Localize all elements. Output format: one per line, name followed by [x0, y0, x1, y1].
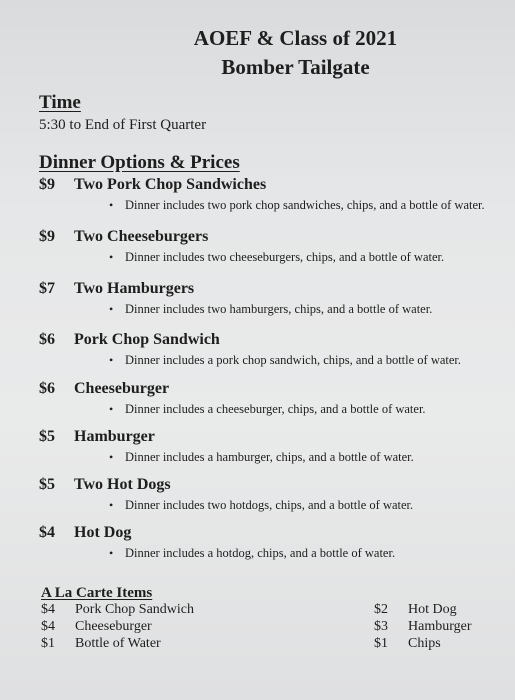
- dinner-price: $7: [39, 280, 55, 297]
- dinner-desc: Dinner includes a hamburger, chips, and a bottle of water.: [125, 450, 414, 464]
- dinner-name: Two Cheeseburgers: [74, 228, 209, 245]
- dinner-name: Cheeseburger: [74, 380, 170, 397]
- bullet-icon: •: [109, 546, 114, 560]
- dinner-desc: Dinner includes a cheeseburger, chips, and a bottle of water.: [125, 402, 426, 416]
- dinner-desc: Dinner includes two hotdogs, chips, and a bottle of water.: [125, 498, 414, 512]
- alacarte-name: Bottle of Water: [75, 636, 161, 651]
- dinner-name: Hamburger: [74, 428, 155, 445]
- alacarte-item: [41, 602, 194, 618]
- alacarte-item: [41, 619, 152, 635]
- bullet-icon: •: [109, 498, 114, 512]
- dinner-desc: Dinner includes two hamburgers, chips, and a bottle of water.: [125, 302, 433, 316]
- dinner-name: Hot Dog: [74, 524, 132, 541]
- alacarte-heading: A La Carte Items: [41, 585, 153, 601]
- dinner-item: [39, 380, 509, 416]
- dinner-item: [39, 280, 509, 316]
- dinner-desc: Dinner includes two pork chop sandwiches, chips, and a bottle of water.: [125, 198, 485, 212]
- dinner-price: $9: [39, 176, 55, 193]
- dinner-item: [39, 228, 509, 264]
- time-heading: Time: [39, 92, 81, 113]
- dinner-item: [39, 331, 509, 367]
- bullet-icon: •: [109, 302, 114, 316]
- dinner-price: $6: [39, 380, 55, 397]
- bullet-icon: •: [109, 450, 114, 464]
- alacarte-price: $4: [41, 619, 55, 634]
- dinner-item: [39, 476, 509, 512]
- bullet-icon: •: [109, 353, 114, 367]
- dinner-price: $5: [39, 476, 55, 493]
- dinner-item: [39, 176, 509, 212]
- dinner-name: Two Hot Dogs: [74, 476, 171, 493]
- flyer-title: AOEF & Class of 2021: [193, 26, 398, 50]
- alacarte-price: $4: [41, 602, 55, 617]
- dinner-name: Two Hamburgers: [74, 280, 195, 297]
- dinner-desc: Dinner includes two cheeseburgers, chips, and a bottle of water.: [125, 250, 445, 264]
- dinner-desc: Dinner includes a pork chop sandwich, chips, and a bottle of water.: [125, 353, 462, 367]
- dinner-price: $6: [39, 331, 55, 348]
- bullet-icon: •: [109, 198, 114, 212]
- bullet-icon: •: [109, 402, 114, 416]
- alacarte-price: $1: [374, 636, 388, 651]
- alacarte-price: $2: [374, 602, 388, 617]
- alacarte-item: [374, 636, 441, 652]
- alacarte-name: Chips: [408, 636, 441, 651]
- dinner-desc: Dinner includes a hotdog, chips, and a bottle of water.: [125, 546, 396, 560]
- dinner-price: $9: [39, 228, 55, 245]
- alacarte-item: [374, 602, 457, 618]
- alacarte-name: Pork Chop Sandwich: [75, 602, 194, 617]
- dinner-name: Two Pork Chop Sandwiches: [74, 176, 267, 193]
- alacarte-item: [41, 636, 161, 652]
- bullet-icon: •: [109, 250, 114, 264]
- dinner-item: [39, 524, 509, 560]
- alacarte-item: [374, 619, 472, 635]
- alacarte-name: Hot Dog: [408, 602, 457, 617]
- dinner-price: $5: [39, 428, 55, 445]
- alacarte-price: $1: [41, 636, 55, 651]
- flyer-subtitle: Bomber Tailgate: [221, 55, 370, 79]
- dinner-price: $4: [39, 524, 55, 541]
- alacarte-name: Cheeseburger: [75, 619, 152, 634]
- dinner-name: Pork Chop Sandwich: [74, 331, 220, 348]
- dinner-heading: Dinner Options & Prices: [39, 152, 240, 173]
- dinner-item: [39, 428, 509, 464]
- alacarte-name: Hamburger: [408, 619, 472, 634]
- time-text: 5:30 to End of First Quarter: [39, 117, 207, 133]
- alacarte-price: $3: [374, 619, 388, 634]
